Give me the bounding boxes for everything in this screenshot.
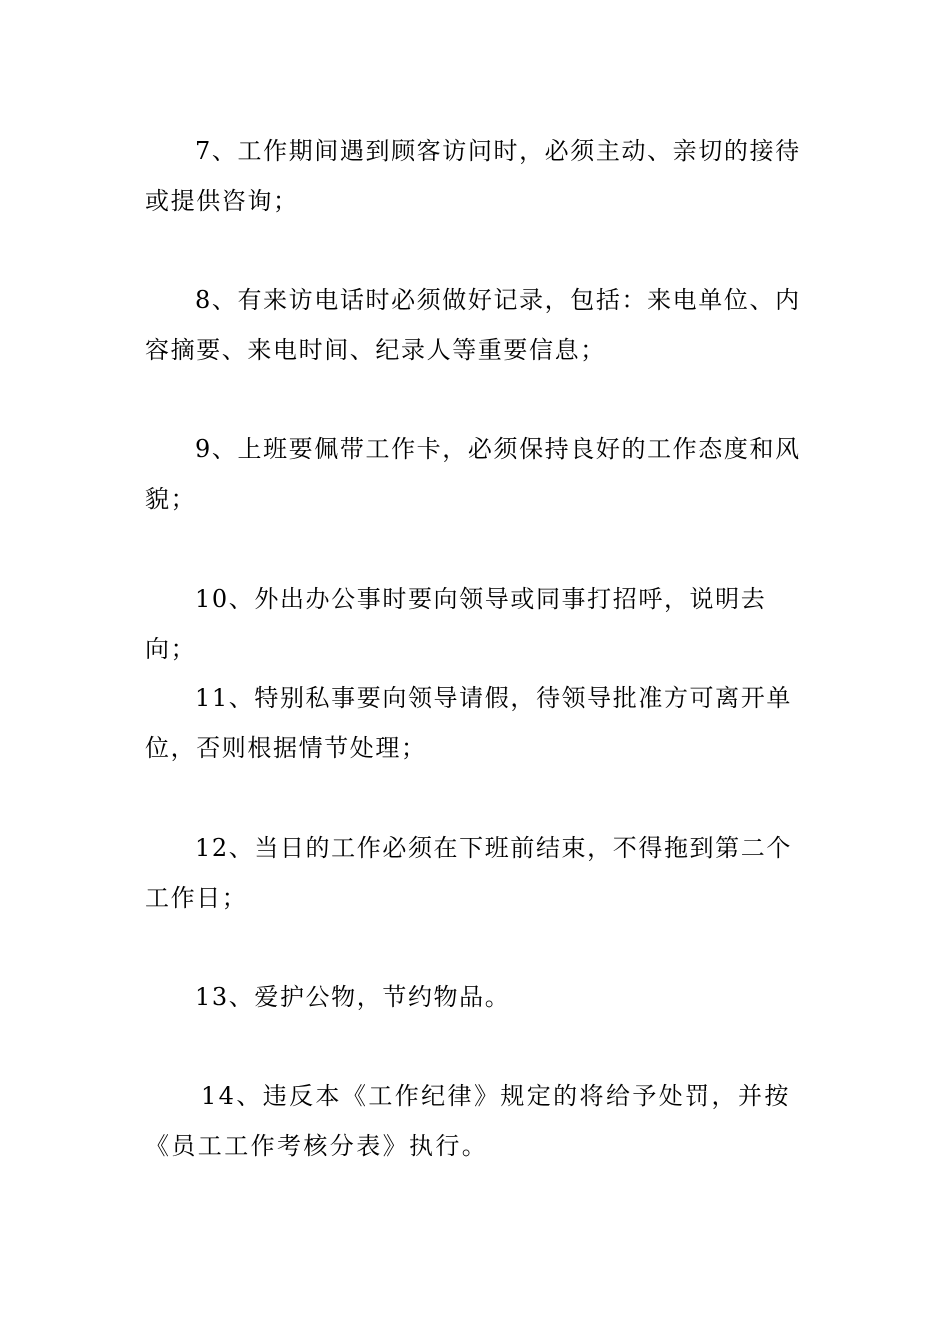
rule-item-9: 9、上班要佩带工作卡，必须保持良好的工作态度和风貌；	[145, 435, 801, 513]
rule-item-7: 7、工作期间遇到顾客访问时，必须主动、亲切的接待或提供咨询；	[145, 137, 801, 215]
rule-item-13: 13、爱护公物，节约物品。	[195, 983, 511, 1011]
rule-item-11: 11、特别私事要向领导请假，待领导批准方可离开单位，否则根据情节处理；	[145, 684, 792, 762]
rule-item-10: 10、外出办公事时要向领导或同事打招呼，说明去向；	[145, 585, 767, 663]
rule-item-14: 14、违反本《工作纪律》规定的将给予处罚，并按《员工工作考核分表》执行。	[145, 1082, 791, 1160]
rule-item-8: 8、有来访电话时必须做好记录，包括：来电单位、内容摘要、来电时间、纪录人等重要信息；	[145, 286, 801, 364]
rule-item-12: 12、当日的工作必须在下班前结束，不得拖到第二个工作日；	[145, 834, 792, 912]
